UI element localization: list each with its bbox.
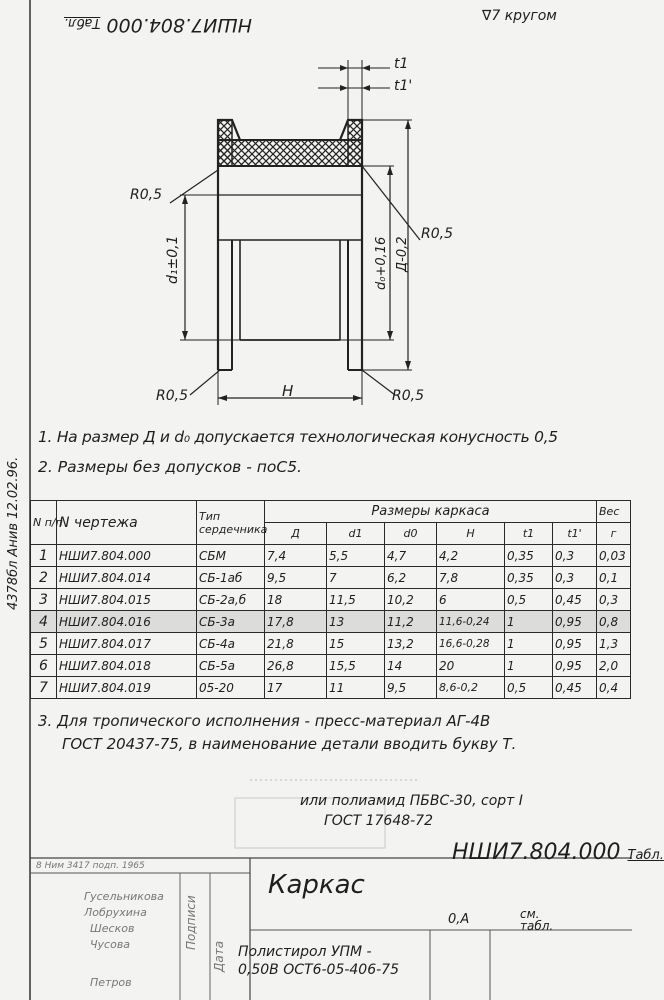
radius-label-right: R0,5 bbox=[421, 226, 453, 242]
side-stamp: 4378бл Анив 12.02.96. bbox=[6, 456, 21, 610]
header-col-d1: d1 bbox=[327, 523, 385, 545]
header-mass-unit: г bbox=[597, 523, 631, 545]
note-1: 1. На размер Д и d₀ допускается технологическая конусность 0,5 bbox=[38, 428, 558, 446]
header-type: Тип сердечника bbox=[197, 501, 265, 545]
note-3-line-2: ГОСТ 20437-75, в наименование детали вводить букву Т. bbox=[62, 735, 517, 753]
d0-dimension-label: d₀+0,16 bbox=[374, 236, 389, 290]
dimensions-table bbox=[30, 500, 631, 699]
note-2: 2. Размеры без допусков - поС5. bbox=[38, 458, 302, 476]
header-col-d0: d0 bbox=[385, 523, 437, 545]
date-column-label: Дата bbox=[212, 940, 226, 972]
d1-dimension-label: d₁±0,1 bbox=[165, 235, 181, 284]
t1-label: t1 bbox=[394, 56, 409, 72]
table-row: 5 НШИ7.804.017 СБ-4а 21,8 15 13,2 16,6-0,28 1 0,95 1,3 bbox=[31, 633, 631, 655]
material-line-2: 0,50В ОСТ6-05-406-75 bbox=[238, 962, 399, 978]
scale-value: 0,A bbox=[448, 912, 470, 927]
alternative-material-1: или полиамид ПБВС-30, сорт I bbox=[300, 793, 523, 809]
signer-1: Гусельникова bbox=[84, 890, 164, 903]
rotated-drawing-code: НШИ7.804.000 Табл. bbox=[64, 14, 252, 36]
header-col-H: H bbox=[437, 523, 505, 545]
title-block-code: НШИ7.804.000 Табл. bbox=[452, 840, 664, 865]
header-col-t1: t1 bbox=[505, 523, 553, 545]
table-row: 3 НШИ7.804.015 СБ-2а,б 18 11,5 10,2 6 0,5 0,45 0,3 bbox=[31, 589, 631, 611]
table-row: 1 НШИ7.804.000 СБМ 7,4 5,5 4,7 4,2 0,35 0,3 0,03 bbox=[31, 545, 631, 567]
header-num: N п/п bbox=[31, 501, 57, 545]
header-col-D: Д bbox=[265, 523, 327, 545]
title-block-strip: 8 Ним 3417 подп. 1965 bbox=[36, 861, 145, 871]
hatched-section bbox=[218, 140, 362, 166]
header-sizes: Размеры каркаса bbox=[265, 501, 597, 523]
t1-prime-label: t1' bbox=[394, 78, 413, 94]
roughness-mark: ∇7 кругом bbox=[482, 8, 557, 24]
header-drawing: N чертежа bbox=[57, 501, 197, 545]
H-dimension-label: H bbox=[282, 382, 294, 400]
signer-4: Чусова bbox=[90, 938, 131, 951]
D-dimension-label: Д-0,2 bbox=[395, 236, 410, 272]
signer-5: Петров bbox=[90, 976, 132, 989]
header-mass: Вес bbox=[597, 501, 631, 523]
signatures-column-label: Подписи bbox=[184, 895, 198, 950]
alternative-material-2: ГОСТ 17648-72 bbox=[324, 813, 433, 829]
material-line-1: Полистирол УПМ - bbox=[238, 944, 372, 960]
table-row: 7 НШИ7.804.019 05-20 17 11 9,5 8,6-0,2 0,5 0,45 0,4 bbox=[31, 677, 631, 699]
part-name: Каркас bbox=[268, 870, 365, 900]
table-header-row bbox=[31, 501, 631, 523]
table-row: 4 НШИ7.804.016 СБ-3а 17,8 13 11,2 11,6-0,24 1 0,95 0,8 bbox=[31, 611, 631, 633]
radius-label-bottom-left: R0,5 bbox=[156, 388, 188, 404]
signer-3: Шесков bbox=[90, 922, 135, 935]
radius-label-bottom-right: R0,5 bbox=[392, 388, 424, 404]
note-3-line-1: 3. Для тропического исполнения - пресс-материал АГ-4В bbox=[38, 712, 491, 730]
header-col-t1-prime: t1' bbox=[553, 523, 597, 545]
sheet-reference: см. табл. bbox=[520, 907, 554, 933]
table-row: 6 НШИ7.804.018 СБ-5а 26,8 15,5 14 20 1 0,95 2,0 bbox=[31, 655, 631, 677]
radius-label-top-left: R0,5 bbox=[130, 187, 162, 203]
table-row: 2 НШИ7.804.014 СБ-1аб 9,5 7 6,2 7,8 0,35 0,3 0,1 bbox=[31, 567, 631, 589]
signer-2: Лобрухина bbox=[84, 906, 147, 919]
